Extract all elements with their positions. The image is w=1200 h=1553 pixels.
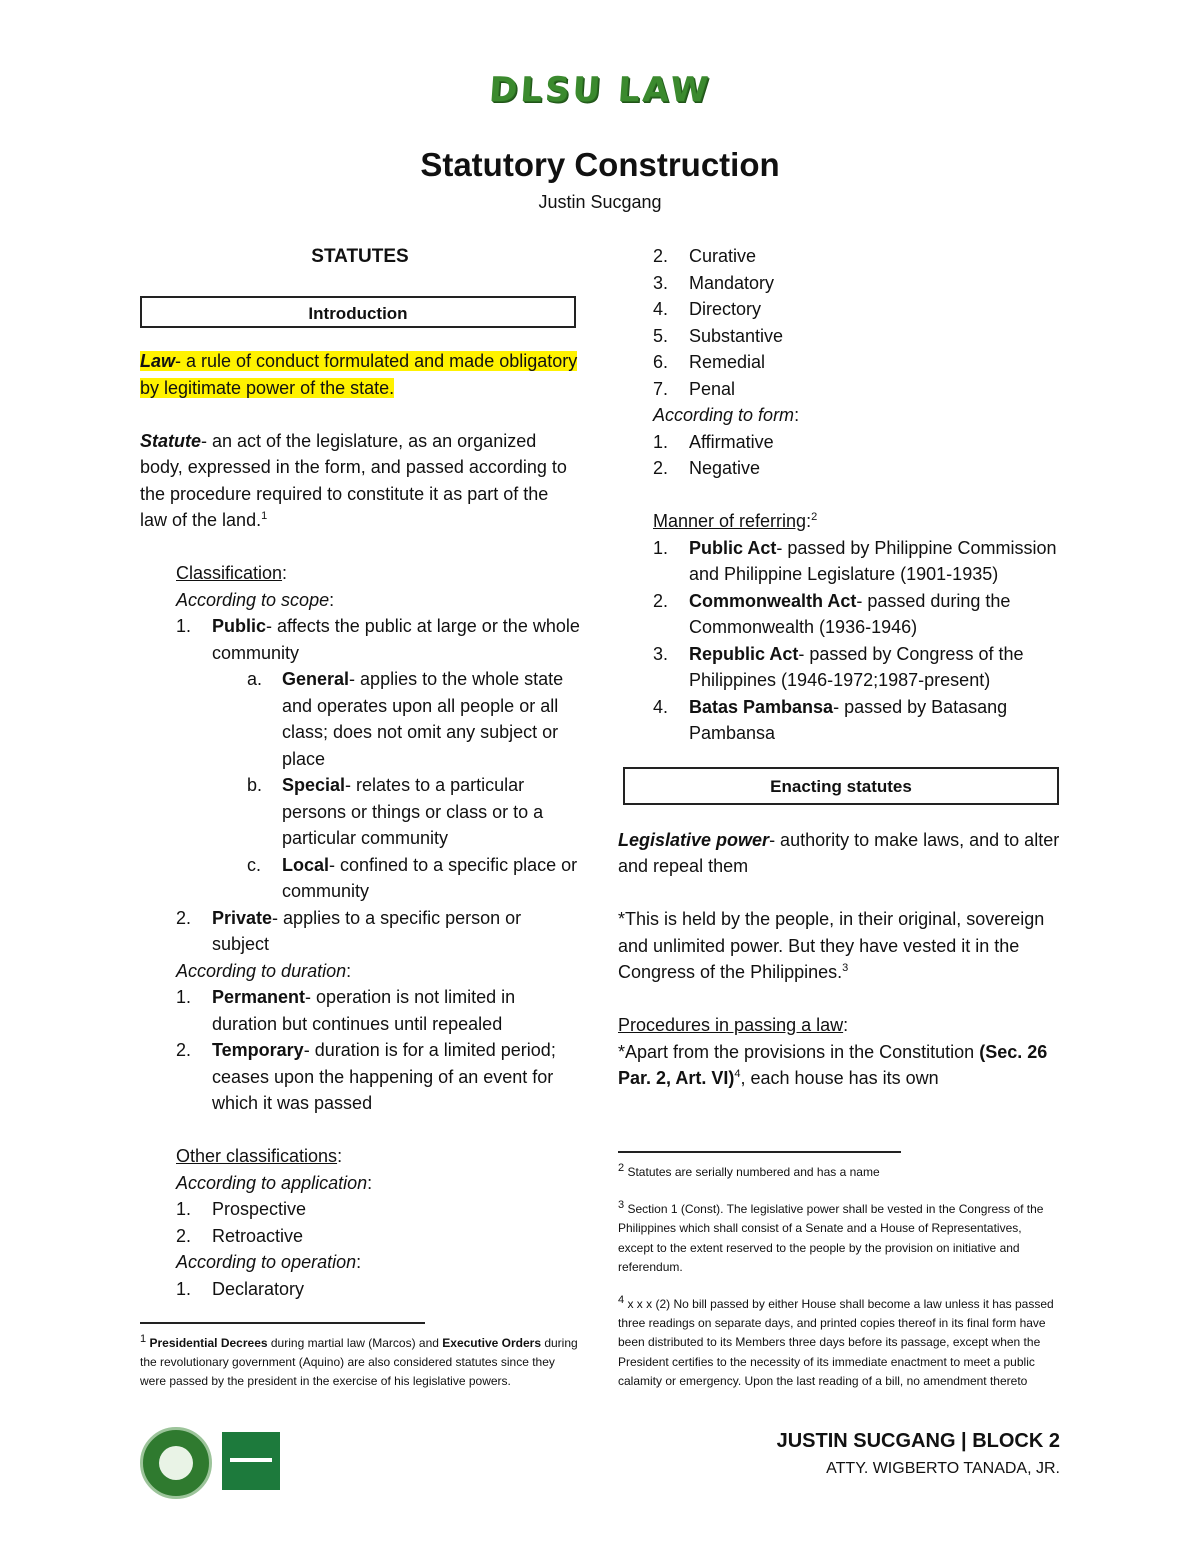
negative-item: Negative	[689, 458, 761, 478]
operation-item: Penal	[689, 378, 736, 399]
operation-item: Remedial	[689, 352, 766, 372]
list-item	[176, 1196, 580, 1223]
list-item	[176, 905, 580, 958]
statutes-heading: STATUTES	[311, 246, 409, 267]
colon: :	[337, 1146, 343, 1166]
operation-item: Curative	[689, 246, 757, 266]
footer-author-block: JUSTIN SUCGANG | BLOCK 2	[776, 1430, 1060, 1452]
held-by-people-note	[618, 906, 1063, 986]
list-item	[176, 613, 580, 666]
legislative-power-def: - authority to make laws, and to alter and repeal them	[618, 829, 1060, 876]
list-number: 1.	[176, 616, 192, 636]
batas-pambansa-term: Batas Pambansa	[689, 696, 834, 717]
republic-act-def: - passed by Congress of the Philippines (1946-1972;1987-present)	[689, 643, 1024, 690]
footnote-1	[140, 1334, 580, 1392]
fn3-text: Section 1 (Const). The legislative power shall be vested in the Congress of the Philippines which shall consist of a Senate and a House of Representatives, except to the extent reserved to the people by the provision on initiative and referendum.	[618, 1202, 1044, 1274]
footnote-separator	[140, 1322, 425, 1324]
operation-list	[653, 243, 1063, 402]
other-classifications-label: Other classifications	[176, 1146, 338, 1166]
list-item	[653, 535, 1063, 588]
list-number: 7.	[653, 378, 669, 399]
commonwealth-act-term: Commonwealth Act	[689, 590, 857, 611]
law-term: Law	[140, 351, 176, 371]
local-term: Local	[282, 854, 330, 875]
colon: :	[356, 1252, 362, 1272]
general-term: General	[282, 669, 350, 689]
list-item	[176, 852, 580, 905]
footnote-ref-1: 1	[261, 510, 268, 522]
colon: :	[794, 405, 800, 425]
fn1-text-b: during martial law (Marcos) and	[267, 1336, 443, 1350]
list-number: 1.	[176, 1278, 192, 1299]
list-item	[176, 984, 580, 1037]
permanent-term: Permanent	[212, 987, 306, 1007]
university-seal-icon	[140, 1427, 212, 1499]
list-item	[653, 429, 1063, 456]
colon: :	[806, 511, 812, 531]
list-item	[176, 1037, 580, 1117]
local-def: - confined to a specific place or community	[282, 854, 578, 901]
private-term: Private	[212, 907, 273, 928]
footnote-ref-4: 4	[734, 1068, 741, 1080]
list-letter: a.	[247, 669, 263, 689]
footnote-number: 4	[618, 1294, 625, 1307]
list-number: 3.	[653, 643, 669, 664]
legislative-power-term: Legislative power	[618, 829, 770, 850]
public-act-term: Public Act	[689, 537, 777, 558]
footnote-3	[618, 1200, 1060, 1277]
colon: :	[843, 1015, 849, 1035]
list-item	[653, 323, 1063, 350]
list-item	[653, 270, 1063, 297]
list-item	[176, 1223, 580, 1250]
college-of-law-logo-icon	[222, 1432, 280, 1490]
apart-note	[618, 1039, 1063, 1092]
introduction-box: Introduction	[140, 296, 576, 328]
left-column	[140, 243, 580, 1302]
list-number: 1.	[176, 1199, 192, 1219]
list-letter: c.	[247, 854, 262, 875]
list-number: 1.	[653, 431, 669, 452]
footnote-number: 1	[140, 1333, 147, 1345]
list-number: 2.	[176, 1040, 192, 1060]
list-item	[653, 641, 1063, 694]
footnote-number: 3	[618, 1199, 625, 1212]
special-def: - relates to a particular persons or things or class or to a particular community	[282, 775, 544, 848]
list-number: 6.	[653, 352, 669, 372]
fn2-text: Statutes are serially numbered and has a name	[627, 1165, 880, 1179]
law-definition	[140, 348, 580, 401]
declaratory-item: Declaratory	[212, 1278, 305, 1299]
list-item	[653, 376, 1063, 403]
fn1-bold-c: Executive Orders	[442, 1336, 541, 1350]
held-text: *This is held by the people, in their original, sovereign and unlimited power. But they have vested it in the Congress of the Philippines.	[618, 909, 1045, 982]
manner-label: Manner of referring	[653, 511, 807, 531]
list-item	[176, 1276, 580, 1303]
republic-act-term: Republic Act	[689, 643, 799, 664]
permanent-def: - operation is not limited in duration but continues until repealed	[212, 987, 516, 1034]
statute-term: Statute	[140, 430, 202, 451]
scope-label: According to scope	[176, 589, 330, 610]
list-number: 2.	[653, 590, 669, 611]
fn4-text: x x x (2) No bill passed by either House shall become a law unless it has passed three readings on separate days, and printed copies thereof in its final form have been distributed to its Members three days before its passage, except when the President certifies to the necessity of its immediate enactment to meet a public calamity or emergency. Upon the last reading of a bill, no amendment thereto	[618, 1297, 1054, 1388]
statute-definition	[140, 428, 580, 534]
list-item	[176, 772, 580, 852]
list-item	[653, 588, 1063, 641]
list-number: 4.	[653, 696, 669, 717]
public-act-def: - passed by Philippine Commission and Philippine Legislature (1901-1935)	[689, 537, 1057, 584]
batas-pambansa-def: - passed by Batasang Pambansa	[689, 696, 1008, 743]
list-number: 1.	[653, 537, 669, 558]
operation-item: Directory	[689, 299, 762, 319]
temporary-def: - duration is for a limited period; ceases upon the happening of an event for which it was passed	[212, 1040, 556, 1113]
document-author: Justin Sucgang	[538, 192, 662, 212]
list-number: 2.	[176, 1225, 192, 1246]
footer-professor: ATTY. WIGBERTO TANADA, JR.	[826, 1460, 1060, 1477]
list-item	[653, 455, 1063, 482]
list-number: 1.	[176, 987, 192, 1007]
dlsu-law-logo: DLSU LAW	[487, 70, 713, 110]
list-item	[653, 694, 1063, 747]
operation-item: Substantive	[689, 325, 784, 346]
private-def: - applies to a specific person or subject	[212, 907, 522, 954]
operation-item: Mandatory	[689, 272, 775, 293]
footnote-number: 2	[618, 1162, 625, 1174]
footnote-ref-2: 2	[811, 511, 818, 523]
colon: :	[367, 1172, 373, 1193]
list-letter: b.	[247, 775, 263, 795]
list-number: 3.	[653, 272, 669, 293]
apart-text-1: *Apart from the provisions in the Constitution	[618, 1041, 975, 1062]
colon: :	[346, 960, 352, 981]
apart-text-2: , each house has its own	[740, 1068, 939, 1088]
enacting-statutes-box: Enacting statutes	[623, 767, 1059, 805]
prospective-item: Prospective	[212, 1199, 307, 1219]
classification-block	[140, 560, 580, 1302]
affirmative-item: Affirmative	[689, 431, 774, 452]
list-number: 2.	[653, 246, 669, 266]
application-label: According to application	[176, 1172, 368, 1193]
statute-def: - an act of the legislature, as an organized body, expressed in the form, and passed according to the procedure required to constitute it as part of the law of the land.	[140, 430, 567, 530]
classification-label: Classification	[176, 563, 283, 583]
footnote-ref-3: 3	[842, 962, 849, 974]
colon: :	[329, 589, 335, 610]
list-item	[653, 243, 1063, 270]
document-title: Statutory Construction	[420, 146, 780, 183]
public-def: - affects the public at large or the whole community	[212, 616, 580, 663]
retroactive-item: Retroactive	[212, 1225, 304, 1246]
footnote-separator	[618, 1151, 901, 1153]
duration-label: According to duration	[176, 960, 347, 981]
procedures-label: Procedures in passing a law	[618, 1015, 844, 1035]
operation-label: According to operation	[176, 1252, 357, 1272]
list-item	[653, 296, 1063, 323]
public-term: Public	[212, 616, 267, 636]
list-item	[653, 349, 1063, 376]
law-def: - a rule of conduct formulated and made obligatory by legitimate power of the state.	[140, 351, 578, 398]
footnote-4	[618, 1295, 1060, 1391]
form-label: According to form	[653, 405, 795, 425]
list-number: 5.	[653, 325, 669, 346]
list-number: 2.	[176, 907, 192, 928]
list-number: 2.	[653, 458, 669, 478]
special-term: Special	[282, 775, 346, 795]
fn1-text-d: during the revolutionary government (Aquino) are also considered statutes since they were passed by the president in the exercise of his legislative powers.	[140, 1336, 578, 1389]
general-def: - applies to the whole state and operates upon all people or all class; does not omit any subject or place	[282, 669, 564, 769]
colon: :	[282, 563, 288, 583]
list-number: 4.	[653, 299, 669, 319]
temporary-term: Temporary	[212, 1040, 304, 1060]
apart-citation: (Sec. 26 Par. 2, Art. VI)	[618, 1041, 1048, 1088]
right-footnotes	[618, 1163, 1060, 1391]
footnote-2	[618, 1163, 1060, 1182]
legislative-power-definition	[618, 827, 1063, 880]
list-item	[176, 666, 580, 772]
commonwealth-act-def: - passed during the Commonwealth (1936-1946)	[689, 590, 1011, 637]
right-column	[618, 243, 1063, 1092]
fn1-bold-a: Presidential Decrees	[149, 1336, 268, 1350]
